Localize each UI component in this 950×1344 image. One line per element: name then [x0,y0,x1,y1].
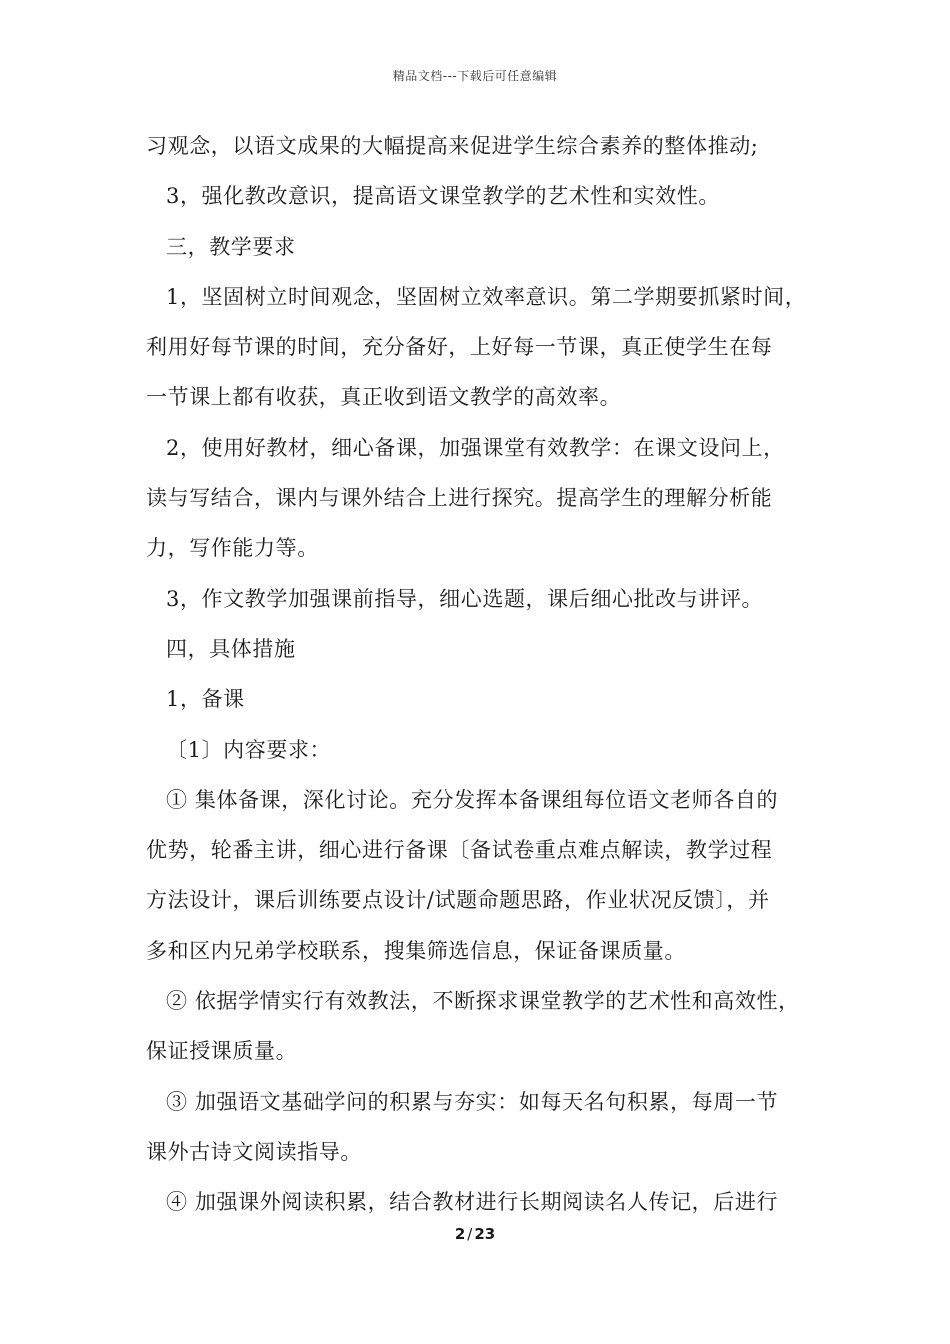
text-line: 一节课上都有收获，真正收到语文教学的高效率。 [146,385,622,410]
text-line: ④ 加强课外阅读积累，结合教材进行长期阅读名人传记，后进行 [166,1190,779,1215]
text-line: 多和区内兄弟学校联系，搜集筛选信息，保证备课质量。 [146,938,686,963]
text-line: ③ 加强语文基础学问的积累与夯实：如每天名句积累，每周一节 [166,1089,779,1114]
page-header: 精品文档---下载后可任意编辑 [392,69,558,83]
text-line: 1，坚固树立时间观念，坚固树立效率意识。第二学期要抓紧时间， [166,284,807,309]
total-pages: 23 [474,1225,496,1243]
section-heading: 三，教学要求 [166,234,296,259]
page-separator: / [467,1225,473,1243]
text-line: 读与写结合，课内与课外结合上进行探究。提高学生的理解分析能 [146,486,773,511]
text-line: 力，写作能力等。 [146,536,319,561]
text-line: 课外古诗文阅读指导。 [146,1139,362,1164]
text-line: 方法设计，课后训练要点设计/试题命题思路，作业状况反馈〕，并 [146,888,770,913]
page-number [0,1225,950,1243]
document-body [146,128,816,1235]
section-heading: 四，具体措施 [166,636,296,661]
text-line: 保证授课质量。 [146,1039,298,1064]
subsection-heading: 〔1〕内容要求： [166,737,332,762]
text-line: 3，强化教改意识，提高语文课堂教学的艺术性和实效性。 [166,184,720,209]
text-line: ① 集体备课，深化讨论。充分发挥本备课组每位语文老师各自的 [166,787,779,812]
text-line: ② 依据学情实行有效教法，不断探求课堂教学的艺术性和高效性， [166,989,800,1014]
text-line: 优势，轮番主讲，细心进行备课〔备试卷重点难点解读，教学过程 [146,838,773,863]
text-line: 3，作文教学加强课前指导，细心选题，课后细心批改与讲评。 [166,586,764,611]
text-line: 习观念，以语文成果的大幅提高来促进学生综合素养的整体推动; [146,134,759,158]
text-line: 利用好每节课的时间，充分备好，上好每一节课，真正使学生在每 [146,335,773,360]
subsection-heading: 1，备课 [166,687,245,712]
current-page: 2 [454,1225,466,1243]
text-line: 2，使用好教材，细心备课，加强课堂有效教学：在课文设问上， [166,435,785,460]
